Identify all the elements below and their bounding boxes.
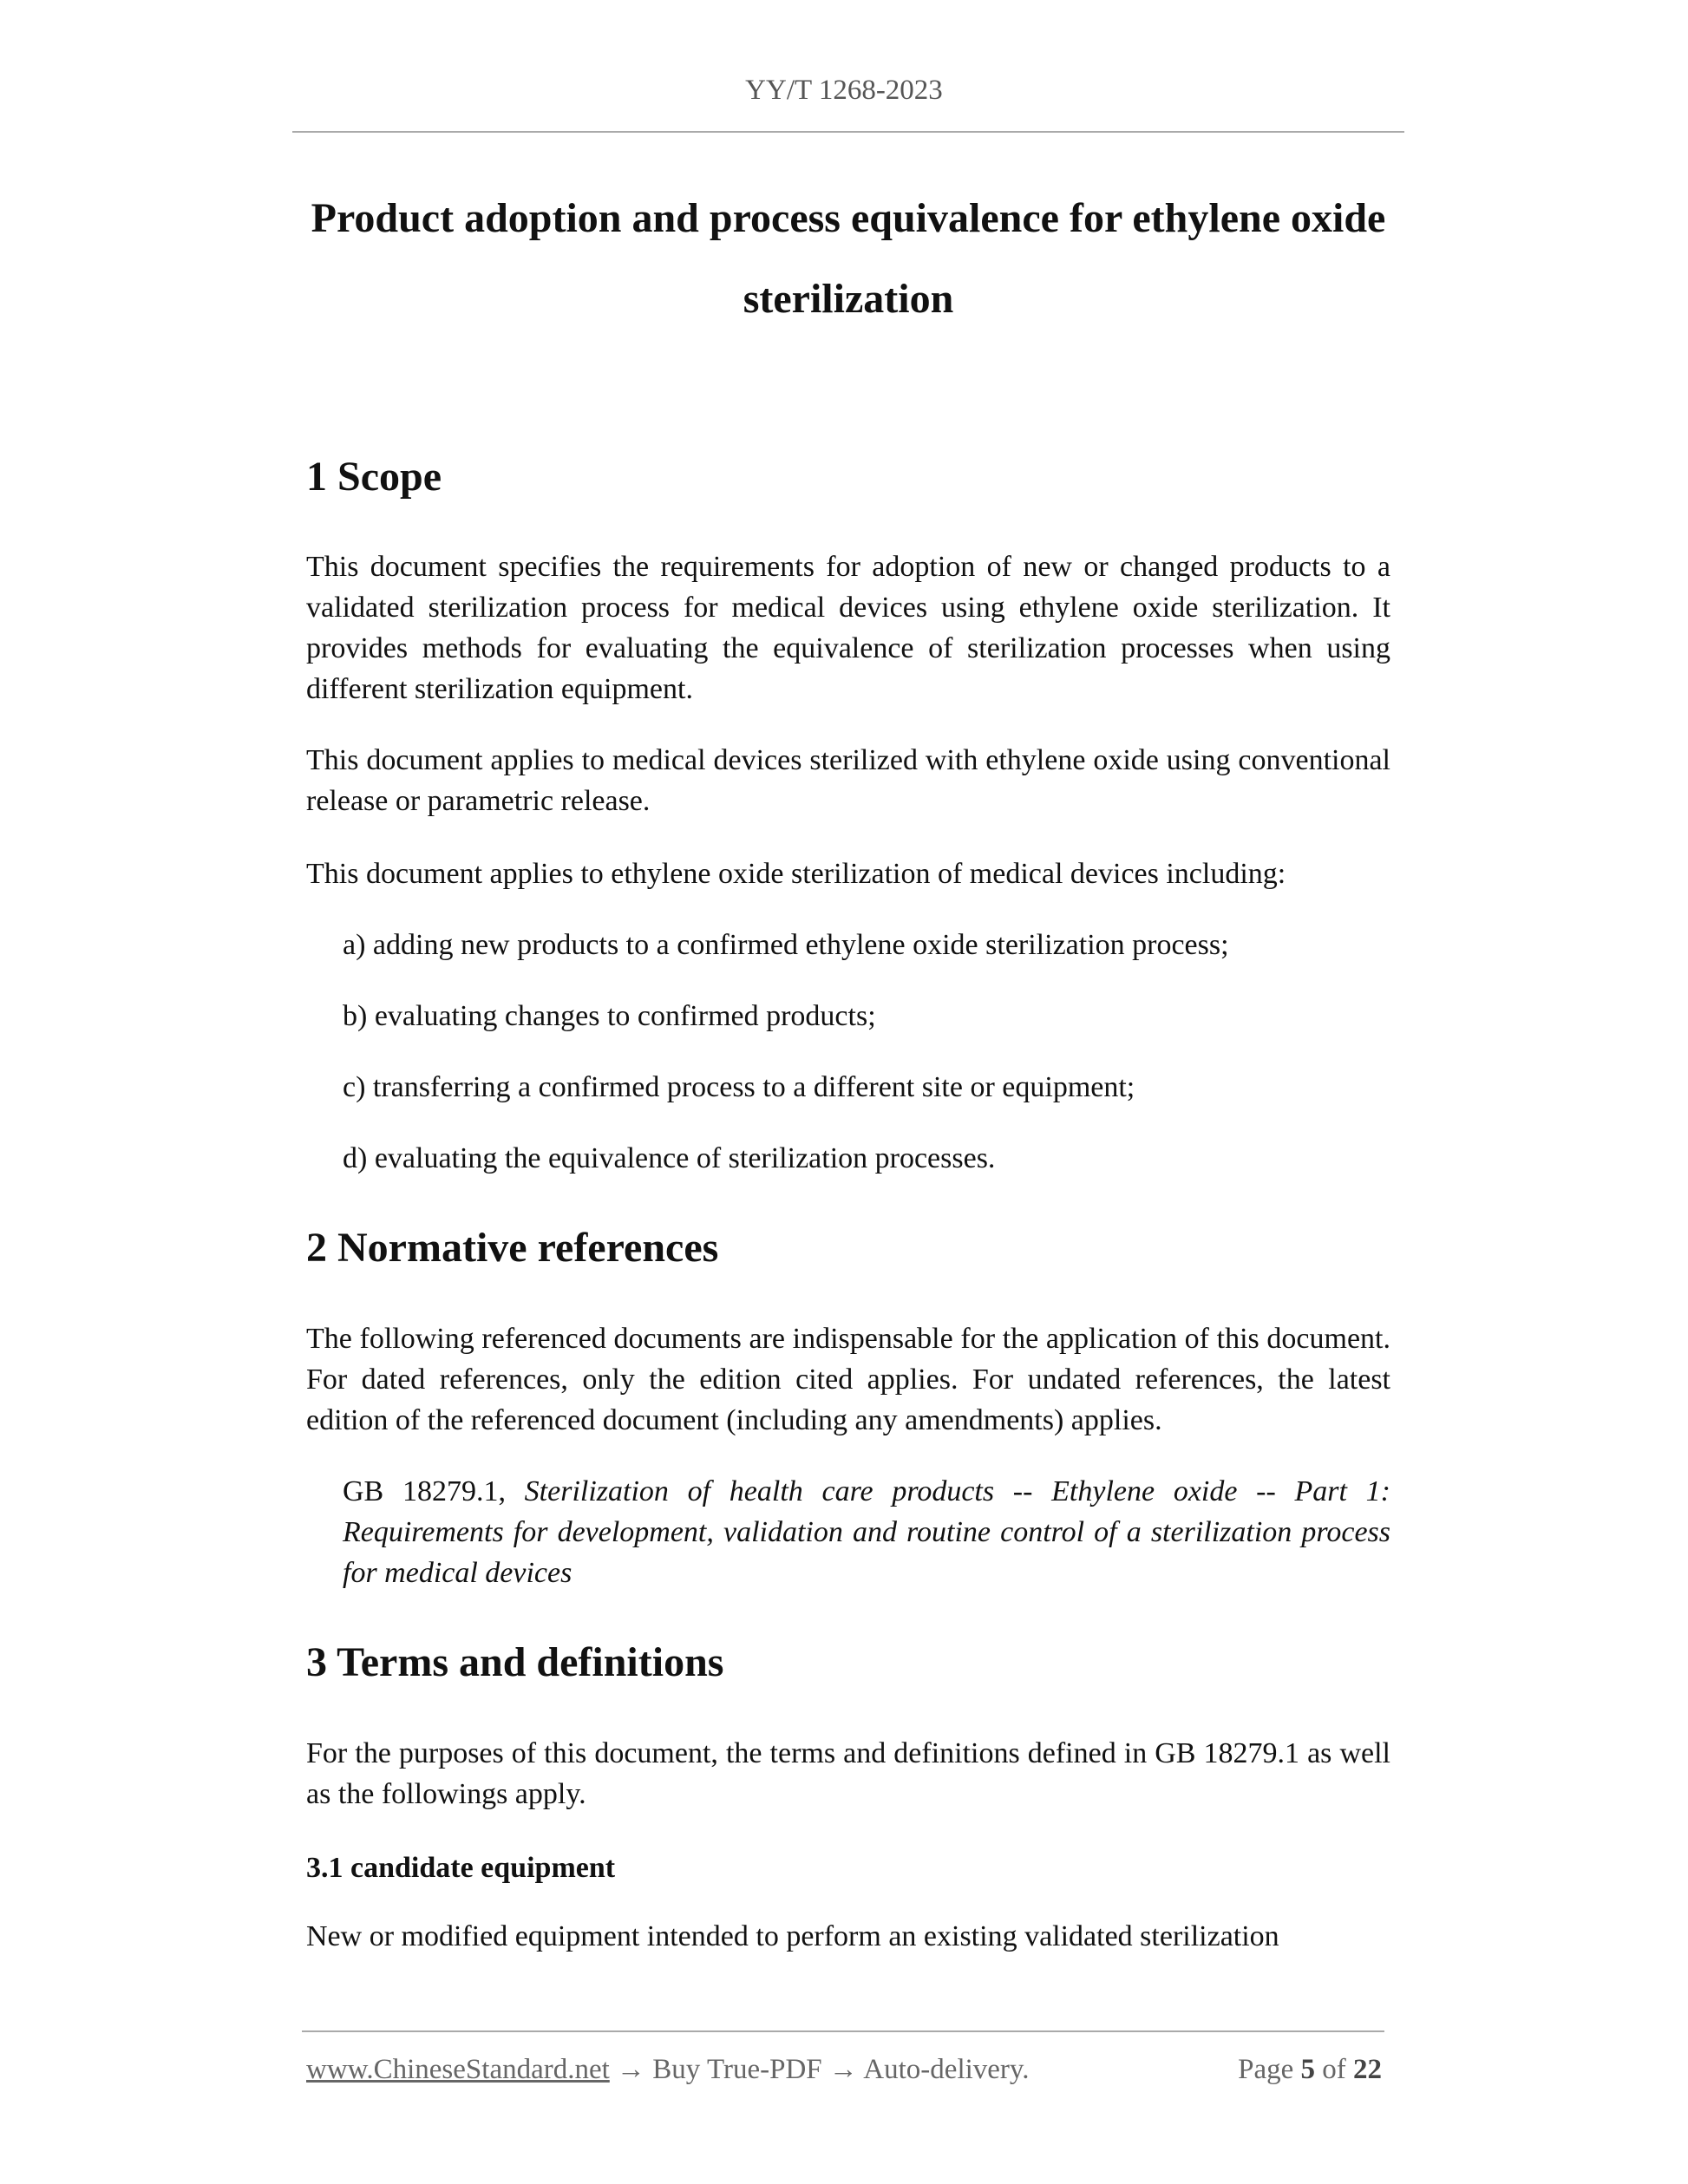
section-2-paragraph-1: The following referenced documents are indispensable for the application of this document. For dated references, only the edition cited applies. For undated references, the latest edition of the referenced document (including any amendments) applies.	[306, 1323, 1390, 1436]
footer-promo-text: → Buy True-PDF → Auto-delivery.	[609, 2054, 1030, 2085]
section-3-paragraph-1: For the purposes of this document, the terms and definitions defined in GB 18279.1 as well as the followings apply.	[306, 1737, 1390, 1810]
subsection-3-1-paragraph: New or modified equipment intended to perform an existing validated sterilization	[306, 1920, 1279, 1952]
page-label: Page	[1238, 2054, 1301, 2085]
normative-reference-gb18279-1	[343, 1471, 1390, 1593]
section-3-heading: 3 Terms and definitions	[306, 1639, 724, 1685]
section-1-paragraph-2: This document applies to medical devices sterilized with ethylene oxide using conventional release or parametric release.	[306, 744, 1390, 817]
page-footer	[306, 2050, 1382, 2089]
page-number	[1238, 2050, 1382, 2089]
scope-list-item-a: a) adding new products to a confirmed ethylene oxide sterilization process;	[343, 929, 1229, 961]
scope-list-item-d: d) evaluating the equivalence of sterilization processes.	[343, 1142, 996, 1174]
scope-list-item-b: b) evaluating changes to confirmed products;	[343, 1000, 876, 1032]
document-title	[292, 178, 1404, 339]
section-2-heading: 2 Normative references	[306, 1225, 719, 1271]
subsection-3-1-heading: 3.1 candidate equipment	[306, 1852, 616, 1884]
page-of-label: of	[1315, 2054, 1353, 2085]
reference-code: GB 18279.1,	[343, 1475, 525, 1507]
page-header-doc-number: YY/T 1268-2023	[745, 75, 943, 106]
section-1-paragraph-3: This document applies to ethylene oxide sterilization of medical devices including:	[306, 858, 1286, 890]
scope-list-item-c: c) transferring a confirmed process to a different site or equipment;	[343, 1071, 1135, 1103]
reference-title: Sterilization of health care products -- Ethylene oxide -- Part 1: Requirements for development, validation and routine control of a sterilization process for medical devices	[343, 1475, 1391, 1589]
section-1-paragraph-1: This document specifies the requirements for adoption of new or changed products to a validated sterilization process for medical devices using ethylene oxide sterilization. It provides methods for evaluating the equivalence of sterilization processes when using different sterilization equipment.	[306, 551, 1390, 705]
page-total: 22	[1353, 2054, 1382, 2085]
footer-website-link[interactable]: www.ChineseStandard.net	[306, 2054, 610, 2085]
document-title-line2: sterilization	[743, 276, 954, 322]
header-divider	[292, 131, 1404, 133]
document-title-line1: Product adoption and process equivalence for ethylene oxide	[311, 195, 1386, 241]
footer-divider	[302, 2030, 1384, 2032]
page-current: 5	[1300, 2054, 1315, 2085]
section-1-heading: 1 Scope	[306, 454, 442, 500]
